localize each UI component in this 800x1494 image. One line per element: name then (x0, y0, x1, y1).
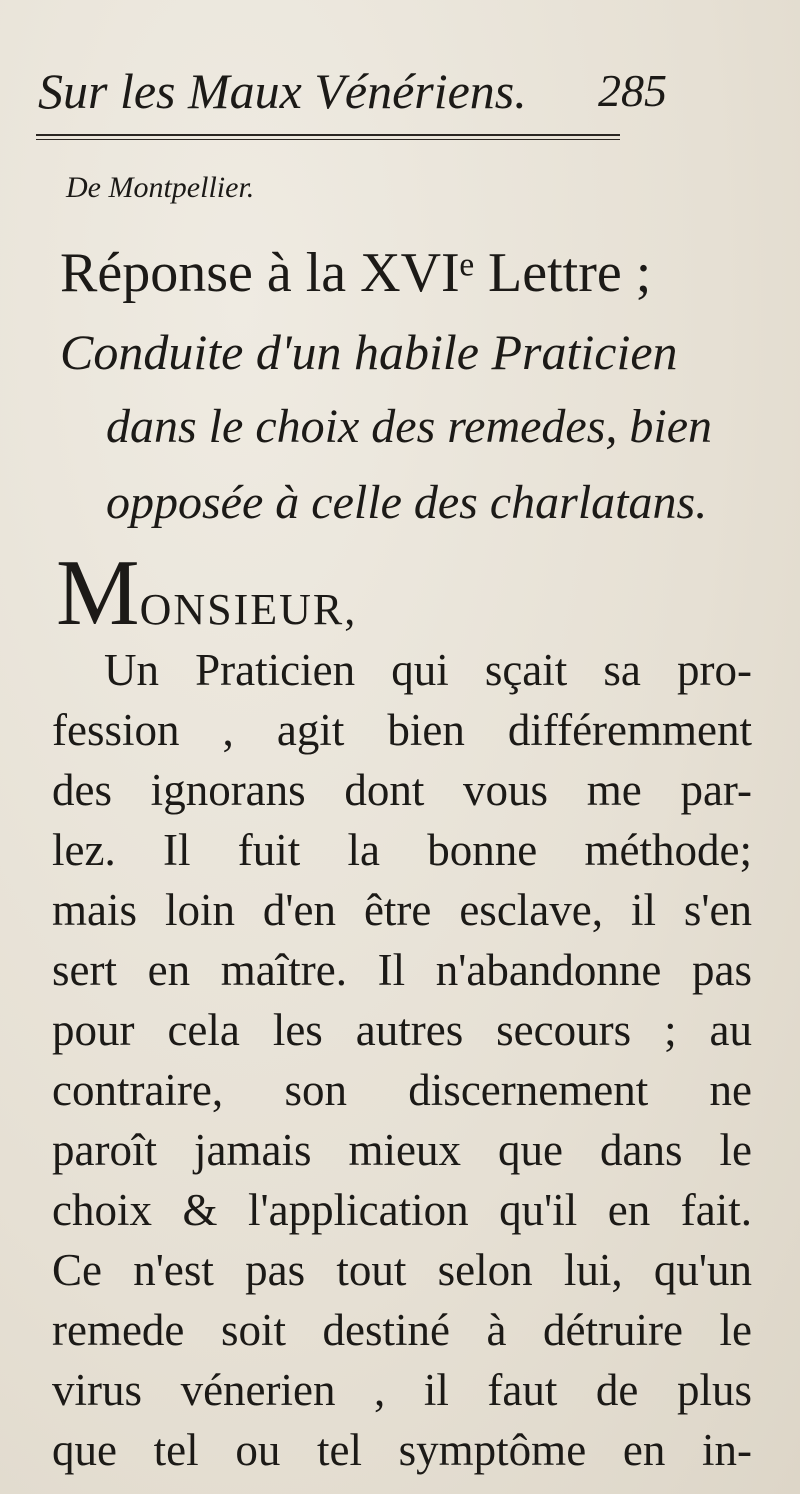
letter-heading-line-3: dans le choix des remedes, bien (106, 400, 713, 453)
body-line: que tel ou tel symptôme en in- (52, 1425, 752, 1475)
page-header (38, 60, 758, 130)
salutation-text: ONSIEUR, (139, 585, 358, 634)
page-number: 285 (598, 65, 667, 116)
dateline: De Montpellier. (66, 171, 255, 204)
letter-heading-line-1: Réponse à la XVIᵉ Lettre ; (60, 242, 652, 304)
letter-heading-line-2: Conduite d'un habile Praticien (60, 324, 678, 380)
body-line: sert en maître. Il n'abandonne pas (52, 945, 752, 995)
body-line: mais loin d'en être esclave, il s'en (52, 885, 752, 935)
body-line: lez. Il fuit la bonne méthode; (52, 825, 752, 875)
body-line: remede soit destiné à détruire le (52, 1305, 752, 1355)
running-title: Sur les Maux Vénériens. (38, 63, 527, 119)
body-line: des ignorans dont vous me par- (52, 765, 752, 815)
body-line: pour cela les autres secours ; au (52, 1005, 752, 1055)
body-line: virus vénerien , il faut de plus (52, 1365, 752, 1415)
body-line: choix & l'application qu'il en fait. (52, 1185, 752, 1235)
body-line: Un Praticien qui sçait sa pro- (104, 645, 752, 695)
body-line: paroît jamais mieux que dans le (52, 1125, 752, 1175)
header-rule (36, 134, 620, 140)
body-line: contraire, son discernement ne (52, 1065, 752, 1115)
body-line: Ce n'est pas tout selon lui, qu'un (52, 1245, 752, 1295)
letter-heading-line-4: opposée à celle des charlatans. (106, 476, 708, 529)
drop-cap-initial: M (56, 541, 140, 645)
body-line: fession , agit bien différemment (52, 705, 752, 755)
